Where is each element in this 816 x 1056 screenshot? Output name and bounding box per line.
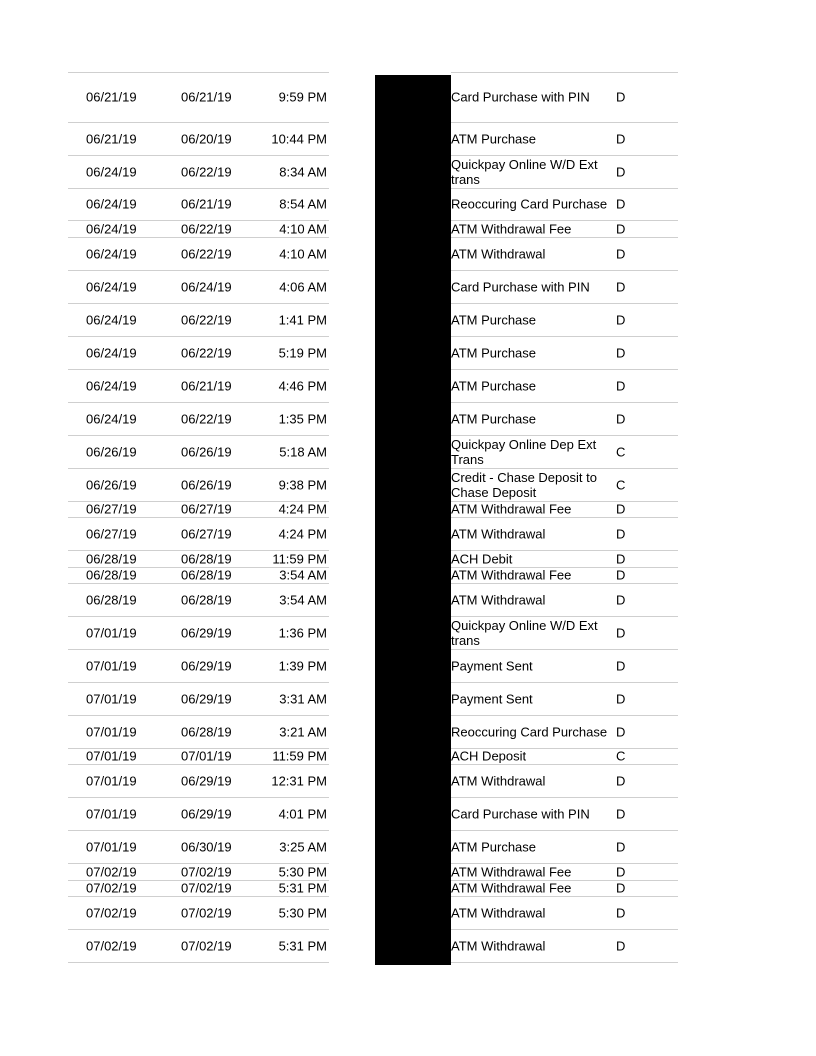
post-date-cell: 06/24/19 xyxy=(86,246,137,261)
type-cell: D xyxy=(616,864,626,879)
description-cell: ATM Withdrawal Fee xyxy=(451,880,572,896)
type-cell: D xyxy=(616,905,626,920)
transaction-date-cell: 06/29/19 xyxy=(181,773,232,788)
type-cell: D xyxy=(616,806,626,821)
description-cell: Card Purchase with PIN xyxy=(451,279,590,294)
description-cell: ATM Withdrawal xyxy=(451,938,546,953)
description-cell: Payment Sent xyxy=(451,658,533,673)
time-cell: 4:24 PM xyxy=(278,526,327,541)
type-cell: D xyxy=(616,839,626,854)
description-cell: ATM Purchase xyxy=(451,131,537,146)
transaction-date-cell: 06/20/19 xyxy=(181,131,232,146)
description-cell: ATM Withdrawal Fee xyxy=(451,567,572,583)
transaction-date-cell: 06/27/19 xyxy=(181,526,232,541)
type-cell: D xyxy=(616,724,626,739)
type-cell: C xyxy=(616,477,626,492)
description-cell: ATM Withdrawal Fee xyxy=(451,864,572,879)
post-date-cell: 06/27/19 xyxy=(86,526,137,541)
type-cell: D xyxy=(616,773,626,788)
post-date-cell: 07/01/19 xyxy=(86,691,137,706)
post-date-cell: 06/24/19 xyxy=(86,411,137,426)
post-date-cell: 07/02/19 xyxy=(86,938,137,953)
time-cell: 3:21 AM xyxy=(279,724,327,739)
time-cell: 9:59 PM xyxy=(278,89,327,105)
time-cell: 9:38 PM xyxy=(278,477,327,492)
description-cell: ATM Withdrawal xyxy=(451,773,546,788)
description-cell: Card Purchase with PIN xyxy=(451,806,590,821)
time-cell: 5:30 PM xyxy=(278,905,327,920)
post-date-cell: 06/28/19 xyxy=(86,592,137,607)
transaction-date-cell: 06/26/19 xyxy=(181,477,232,492)
post-date-cell: 06/27/19 xyxy=(86,501,137,517)
time-cell: 5:31 PM xyxy=(278,880,327,896)
description-cell: Quickpay Online W/D Ext trans xyxy=(451,156,598,187)
transaction-date-cell: 06/28/19 xyxy=(181,567,232,583)
description-cell: ATM Purchase xyxy=(451,378,537,393)
description-cell: ATM Withdrawal xyxy=(451,246,546,261)
description-cell: Card Purchase with PIN xyxy=(451,89,590,105)
type-cell: D xyxy=(616,279,626,294)
time-cell: 1:39 PM xyxy=(278,658,327,673)
type-cell: D xyxy=(616,526,626,541)
transaction-date-cell: 06/22/19 xyxy=(181,246,232,261)
time-cell: 8:54 AM xyxy=(279,196,327,212)
time-cell: 5:31 PM xyxy=(278,938,327,953)
post-date-cell: 07/02/19 xyxy=(86,905,137,920)
time-cell: 1:36 PM xyxy=(278,625,327,640)
time-cell: 4:10 AM xyxy=(279,221,327,236)
time-cell: 8:34 AM xyxy=(279,164,327,179)
post-date-cell: 07/01/19 xyxy=(86,658,137,673)
type-cell: D xyxy=(616,880,626,896)
description-cell: Quickpay Online Dep Ext Trans xyxy=(451,436,597,467)
time-cell: 3:54 AM xyxy=(279,592,327,607)
transaction-date-cell: 06/21/19 xyxy=(181,89,232,105)
time-cell: 4:01 PM xyxy=(278,806,327,821)
description-cell: ATM Purchase xyxy=(451,411,537,426)
time-cell: 11:59 PM xyxy=(272,748,327,764)
transaction-date-cell: 06/24/19 xyxy=(181,279,232,294)
description-cell: ATM Withdrawal xyxy=(451,592,546,607)
transaction-date-cell: 06/29/19 xyxy=(181,691,232,706)
type-cell: D xyxy=(616,592,626,607)
post-date-cell: 07/01/19 xyxy=(86,839,137,854)
type-cell: D xyxy=(616,221,626,236)
transaction-date-cell: 06/22/19 xyxy=(181,312,232,327)
post-date-cell: 06/24/19 xyxy=(86,279,137,294)
post-date-cell: 07/01/19 xyxy=(86,806,137,821)
post-date-cell: 06/24/19 xyxy=(86,378,137,393)
transaction-date-cell: 07/02/19 xyxy=(181,938,232,953)
row-separator xyxy=(68,962,329,963)
transaction-date-cell: 06/22/19 xyxy=(181,411,232,426)
time-cell: 12:31 PM xyxy=(271,773,327,788)
type-cell: D xyxy=(616,164,626,179)
type-cell: D xyxy=(616,246,626,261)
time-cell: 4:46 PM xyxy=(278,378,327,393)
time-cell: 5:19 PM xyxy=(278,345,327,360)
post-date-cell: 06/26/19 xyxy=(86,477,137,492)
description-cell: Reoccuring Card Purchase xyxy=(451,196,608,212)
time-cell: 3:25 AM xyxy=(279,839,327,854)
post-date-cell: 06/21/19 xyxy=(86,131,137,146)
type-cell: D xyxy=(616,378,626,393)
type-cell: D xyxy=(616,567,626,583)
post-date-cell: 07/02/19 xyxy=(86,864,137,879)
type-cell: D xyxy=(616,89,626,105)
transaction-date-cell: 06/27/19 xyxy=(181,501,232,517)
description-cell: ATM Purchase xyxy=(451,839,537,854)
transaction-date-cell: 06/28/19 xyxy=(181,551,232,566)
type-cell: D xyxy=(616,196,626,212)
transaction-date-cell: 07/02/19 xyxy=(181,880,232,896)
post-date-cell: 06/24/19 xyxy=(86,221,137,236)
post-date-cell: 06/24/19 xyxy=(86,196,137,212)
transaction-date-cell: 06/30/19 xyxy=(181,839,232,854)
transaction-date-cell: 07/02/19 xyxy=(181,864,232,879)
post-date-cell: 06/24/19 xyxy=(86,312,137,327)
post-date-cell: 06/26/19 xyxy=(86,444,137,459)
row-separator xyxy=(451,962,678,963)
type-cell: D xyxy=(616,551,626,566)
post-date-cell: 07/02/19 xyxy=(86,880,137,896)
type-cell: D xyxy=(616,625,626,640)
type-cell: D xyxy=(616,938,626,953)
description-cell: ATM Purchase xyxy=(451,345,537,360)
time-cell: 4:24 PM xyxy=(278,501,327,517)
description-cell: Quickpay Online W/D Ext trans xyxy=(451,617,598,648)
description-cell: Credit - Chase Deposit to Chase Deposit xyxy=(451,469,597,500)
time-cell: 3:54 AM xyxy=(279,567,327,583)
post-date-cell: 07/01/19 xyxy=(86,773,137,788)
description-cell: ATM Withdrawal xyxy=(451,905,546,920)
transaction-date-cell: 06/22/19 xyxy=(181,164,232,179)
type-cell: D xyxy=(616,312,626,327)
description-cell: Reoccuring Card Purchase xyxy=(451,724,608,739)
transaction-date-cell: 06/29/19 xyxy=(181,806,232,821)
type-cell: D xyxy=(616,131,626,146)
time-cell: 5:18 AM xyxy=(279,444,327,459)
type-cell: D xyxy=(616,411,626,426)
time-cell: 4:06 AM xyxy=(279,279,327,294)
description-cell: Payment Sent xyxy=(451,691,533,706)
description-cell: ATM Withdrawal Fee xyxy=(451,221,572,236)
time-cell: 5:30 PM xyxy=(278,864,327,879)
post-date-cell: 06/24/19 xyxy=(86,345,137,360)
transaction-date-cell: 07/02/19 xyxy=(181,905,232,920)
redaction-bar xyxy=(375,75,451,965)
post-date-cell: 06/28/19 xyxy=(86,551,137,566)
post-date-cell: 07/01/19 xyxy=(86,748,137,764)
type-cell: D xyxy=(616,345,626,360)
transaction-date-cell: 07/01/19 xyxy=(181,748,232,764)
description-cell: ATM Withdrawal xyxy=(451,526,546,541)
transaction-date-cell: 06/22/19 xyxy=(181,221,232,236)
transaction-date-cell: 06/28/19 xyxy=(181,724,232,739)
post-date-cell: 07/01/19 xyxy=(86,724,137,739)
time-cell: 4:10 AM xyxy=(279,246,327,261)
description-cell: ACH Deposit xyxy=(451,748,527,764)
type-cell: D xyxy=(616,691,626,706)
description-cell: ATM Withdrawal Fee xyxy=(451,501,572,517)
transaction-date-cell: 06/29/19 xyxy=(181,658,232,673)
transaction-date-cell: 06/29/19 xyxy=(181,625,232,640)
description-cell: ACH Debit xyxy=(451,551,513,566)
post-date-cell: 06/21/19 xyxy=(86,89,137,105)
description-cell: ATM Purchase xyxy=(451,312,537,327)
time-cell: 1:35 PM xyxy=(278,411,327,426)
type-cell: C xyxy=(616,748,626,764)
type-cell: D xyxy=(616,658,626,673)
type-cell: C xyxy=(616,444,626,459)
post-date-cell: 07/01/19 xyxy=(86,625,137,640)
post-date-cell: 06/24/19 xyxy=(86,164,137,179)
post-date-cell: 06/28/19 xyxy=(86,567,137,583)
transaction-date-cell: 06/21/19 xyxy=(181,378,232,393)
type-cell: D xyxy=(616,501,626,517)
time-cell: 10:44 PM xyxy=(271,131,327,146)
transaction-date-cell: 06/26/19 xyxy=(181,444,232,459)
time-cell: 11:59 PM xyxy=(272,551,327,566)
transaction-date-cell: 06/22/19 xyxy=(181,345,232,360)
time-cell: 1:41 PM xyxy=(278,312,327,327)
time-cell: 3:31 AM xyxy=(279,691,327,706)
transaction-date-cell: 06/21/19 xyxy=(181,196,232,212)
transaction-date-cell: 06/28/19 xyxy=(181,592,232,607)
